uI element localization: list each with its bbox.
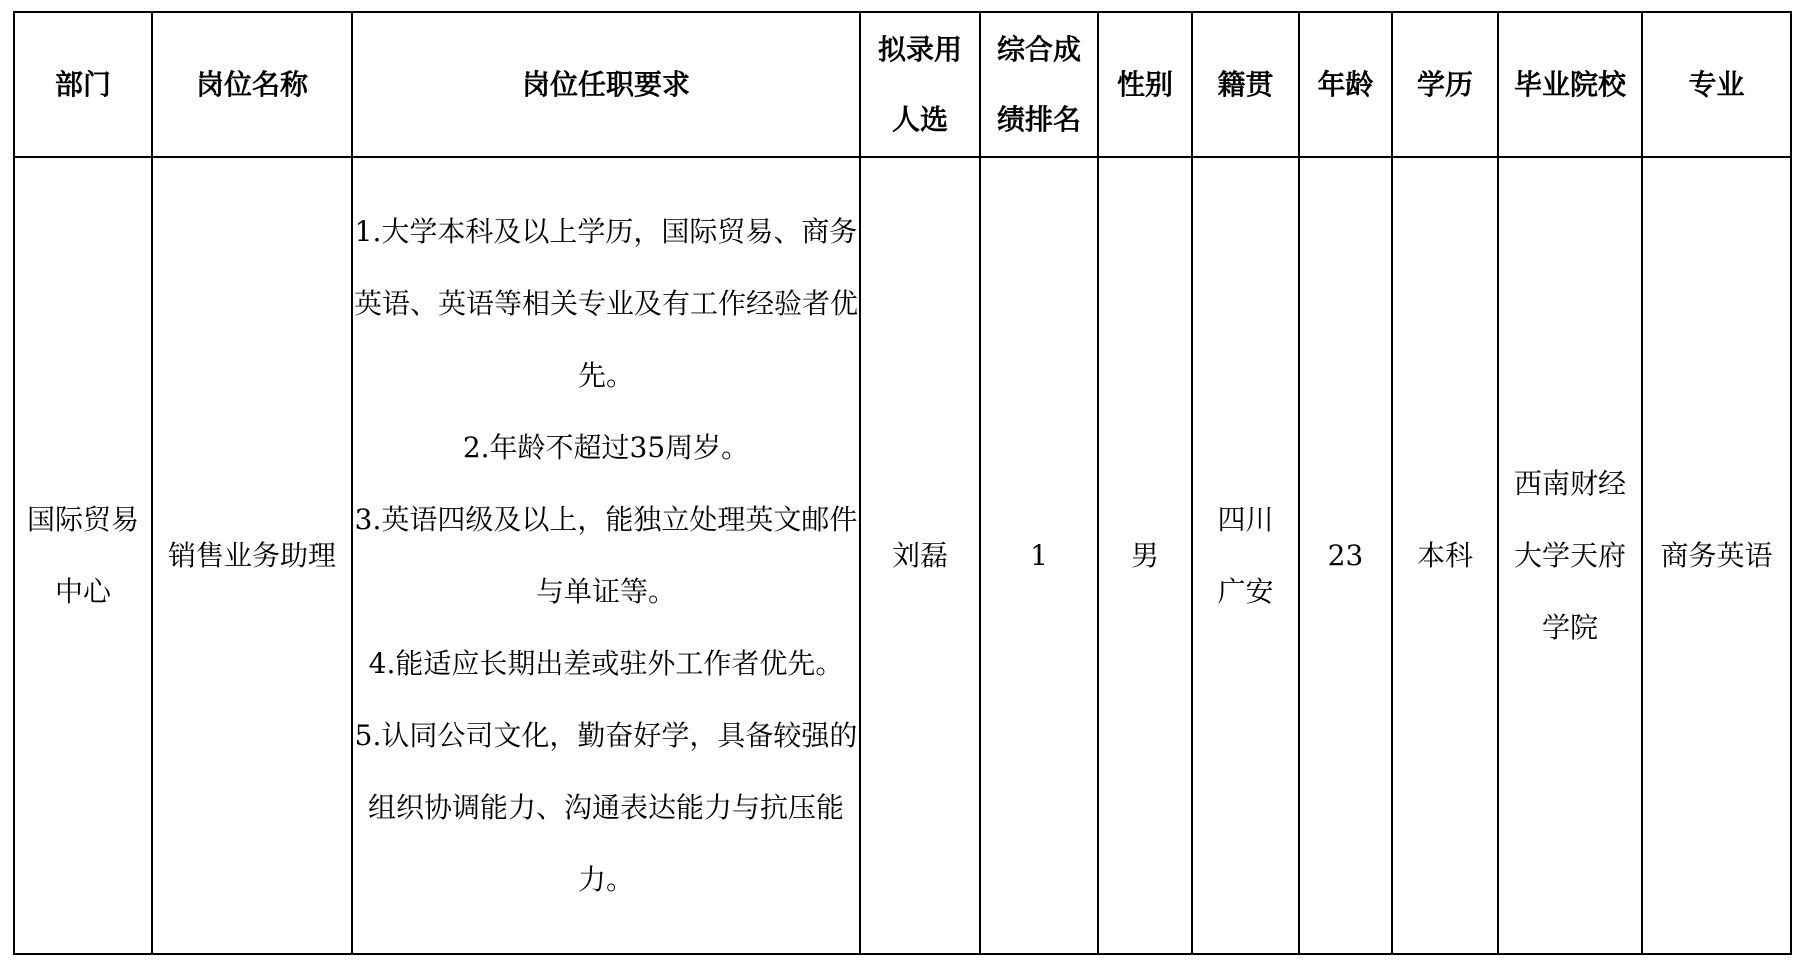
header-education: 学历 (1392, 12, 1498, 157)
header-rank-label: 综合成绩排名 (996, 32, 1081, 136)
header-department: 部门 (14, 12, 152, 157)
header-age: 年龄 (1299, 12, 1392, 157)
header-rank (980, 12, 1098, 157)
department-value: 国际贸易中心 (26, 502, 139, 608)
recruitment-table (13, 11, 1792, 955)
origin-value: 四川广安 (1217, 502, 1274, 608)
header-candidate-label: 拟录用人选 (877, 32, 962, 136)
header-row (14, 12, 1791, 157)
cell-gender: 男 (1098, 157, 1192, 954)
cell-school (1498, 157, 1642, 954)
header-gender: 性别 (1098, 12, 1192, 157)
requirement-item-3: 3.英语四级及以上，能独立处理英文邮件与单证等。 (354, 502, 858, 608)
table-row (14, 157, 1791, 954)
requirement-item-5: 5.认同公司文化，勤奋好学，具备较强的组织协调能力、沟通表达能力与抗压能力。 (354, 718, 858, 896)
header-position: 岗位名称 (152, 12, 352, 157)
requirement-item-4: 4.能适应长期出差或驻外工作者优先。 (368, 646, 844, 680)
header-requirements: 岗位任职要求 (352, 12, 860, 157)
requirement-item-2: 2.年龄不超过35周岁。 (462, 430, 750, 464)
cell-major: 商务英语 (1642, 157, 1791, 954)
cell-candidate: 刘磊 (860, 157, 980, 954)
cell-department (14, 157, 152, 954)
header-origin: 籍贯 (1192, 12, 1299, 157)
cell-requirements (352, 157, 860, 954)
requirement-item-1: 1.大学本科及以上学历，国际贸易、商务英语、英语等相关专业及有工作经验者优先。 (353, 214, 858, 392)
cell-education: 本科 (1392, 157, 1498, 954)
header-candidate (860, 12, 980, 157)
cell-age: 23 (1299, 157, 1392, 954)
school-value: 西南财经大学天府学院 (1513, 466, 1626, 644)
cell-origin (1192, 157, 1299, 954)
header-major: 专业 (1642, 12, 1791, 157)
cell-position: 销售业务助理 (152, 157, 352, 954)
cell-rank: 1 (980, 157, 1098, 954)
header-school: 毕业院校 (1498, 12, 1642, 157)
